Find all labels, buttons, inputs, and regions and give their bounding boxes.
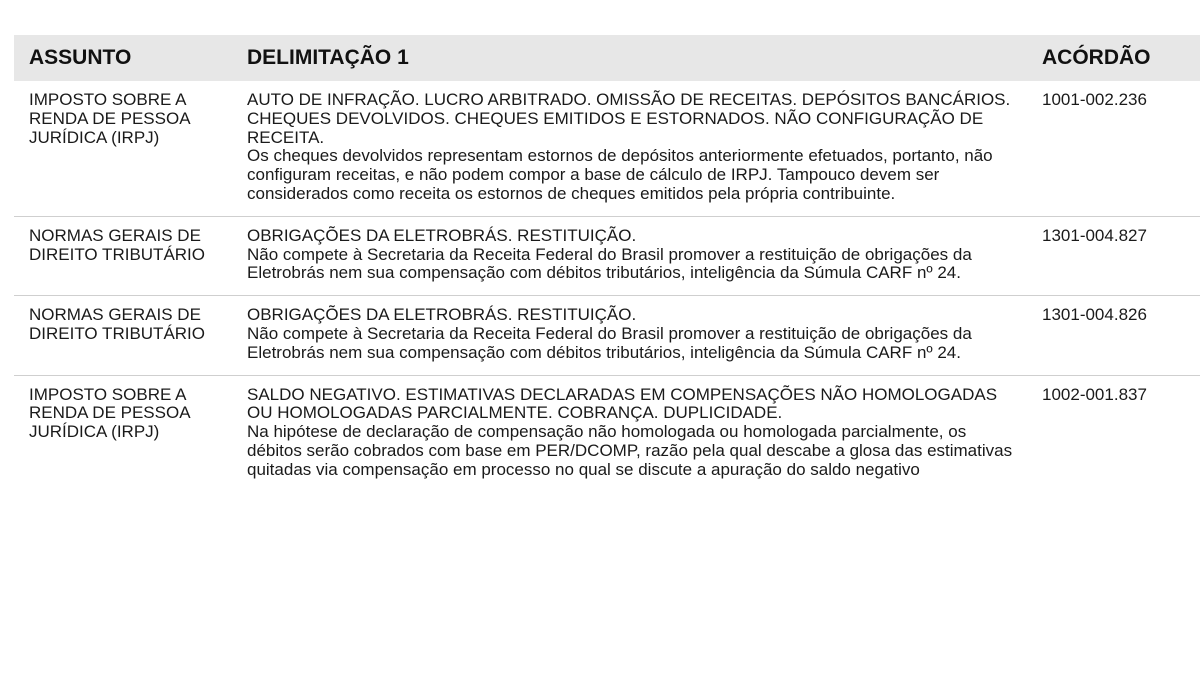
ementa-heading: OBRIGAÇÕES DA ELETROBRÁS. RESTITUIÇÃO. [247, 225, 637, 245]
table-header [14, 35, 1200, 81]
cell-acordao: 1301-004.827 [1042, 225, 1147, 245]
ementa-heading: OBRIGAÇÕES DA ELETROBRÁS. RESTITUIÇÃO. [247, 305, 637, 325]
cell-assunto: IMPOSTO SOBRE A RENDA DE PESSOA JURÍDICA (IRPJ) [29, 90, 190, 147]
cell-acordao: 1002-001.837 [1042, 384, 1147, 404]
table-row [14, 217, 1200, 296]
ementa-heading: SALDO NEGATIVO. ESTIMATIVAS DECLARADAS EM COMPENSAÇÕES NÃO HOMOLOGADAS OU HOMOLOGADAS PARCIALMENTE. COBRANÇA. DUPLICIDADE. [247, 384, 998, 423]
cell-delimitacao [246, 376, 1026, 492]
ementa-text: Não compete à Secretaria da Receita Federal do Brasil promover a restituição de obrigações da Eletrobrás nem sua compensação com débitos tributários, inteligência da Súmula CARF nº 24. [247, 244, 972, 283]
header-acordao: ACÓRDÃO [1042, 46, 1151, 69]
ementa-text: Na hipótese de declaração de compensação não homologada ou homologada parcialmente, os débitos serão cobrados com base em PER/DCOMP, razão pela qual descabe a glosa das estimativas quitadas via compensação em processo no qual se discute a apuração do saldo negativo [247, 422, 1013, 479]
cell-assunto: NORMAS GERAIS DE DIREITO TRIBUTÁRIO [29, 305, 206, 343]
ementa-text: Os cheques devolvidos representam estornos de depósitos anteriormente efetuados, portanto, não configuram receitas, e não podem compor a base de cálculo de IRPJ. Tampouco devem ser considerados como receita os estornos de cheques emitidos pela própria contribuinte. [247, 146, 993, 203]
cell-assunto: NORMAS GERAIS DE DIREITO TRIBUTÁRIO [29, 225, 206, 264]
header-assunto: ASSUNTO [29, 46, 132, 69]
header-delimitacao: DELIMITAÇÃO 1 [247, 46, 409, 69]
cell-acordao: 1001-002.236 [1042, 90, 1147, 109]
cell-acordao: 1301-004.826 [1042, 305, 1147, 325]
cell-delimitacao [246, 296, 1026, 374]
table-row [14, 296, 1200, 375]
ementa-heading: AUTO DE INFRAÇÃO. LUCRO ARBITRADO. OMISSÃO DE RECEITAS. DEPÓSITOS BANCÁRIOS. CHEQUES DEVOLVIDOS. CHEQUES EMITIDOS E ESTORNADOS. NÃO CONFIGURAÇÃO DE RECEITA. [247, 90, 1011, 147]
ementa-text: Não compete à Secretaria da Receita Federal do Brasil promover a restituição de obrigações da Eletrobrás nem sua compensação com débitos tributários, inteligência da Súmula CARF nº 24. [247, 323, 972, 362]
table-row [14, 81, 1200, 217]
cell-delimitacao [246, 81, 1026, 216]
table-row [14, 376, 1200, 492]
jurisprudence-table [14, 35, 1200, 492]
cell-assunto: IMPOSTO SOBRE A RENDA DE PESSOA JURÍDICA (IRPJ) [29, 384, 190, 442]
cell-delimitacao [246, 217, 1026, 295]
